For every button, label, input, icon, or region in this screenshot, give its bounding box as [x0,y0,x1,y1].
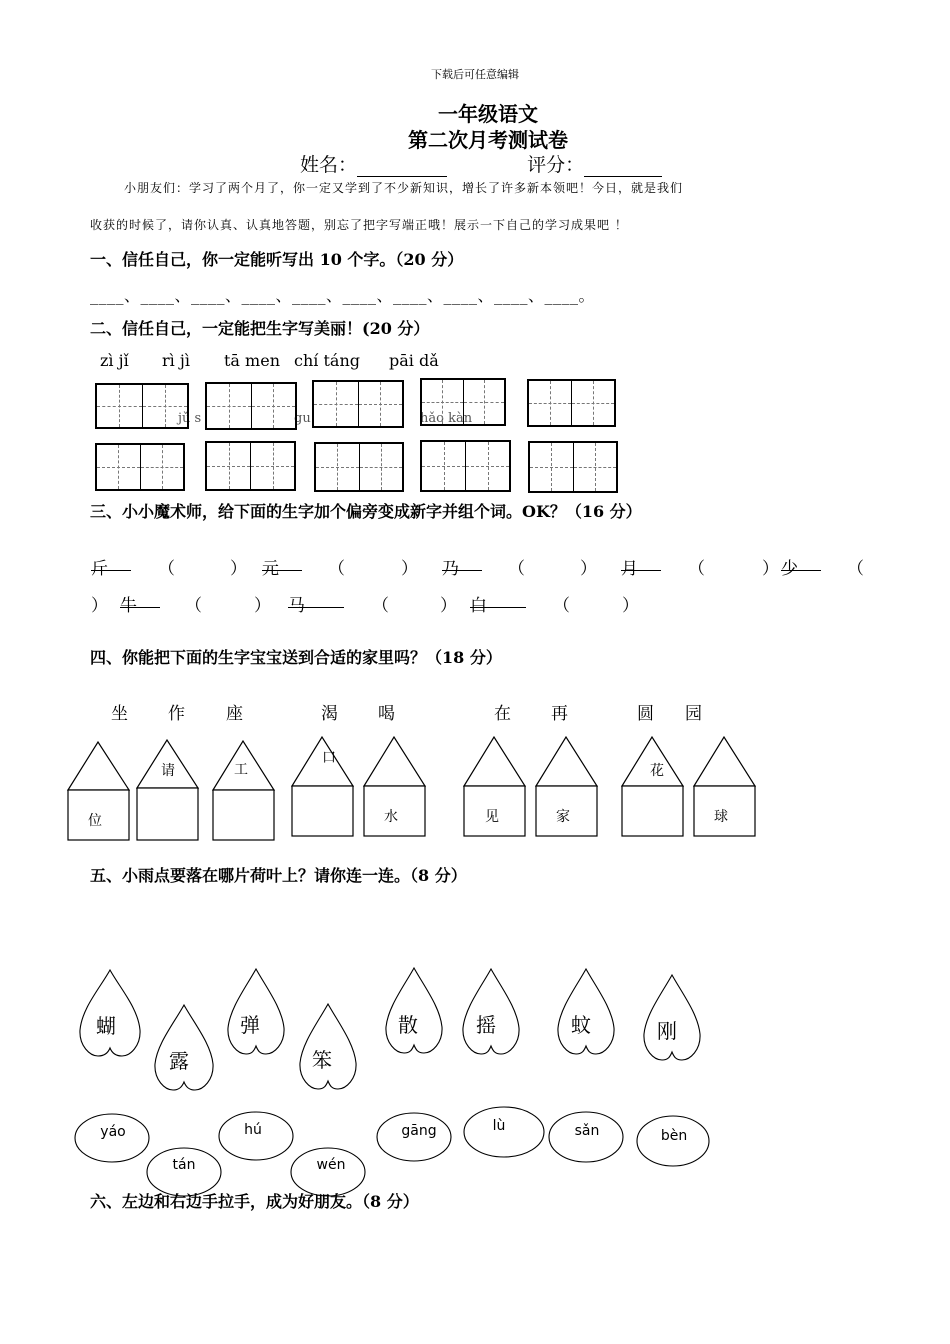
room-label: 球 [714,809,728,825]
answer-blank[interactable] [288,591,344,608]
room-label: 家 [556,809,570,825]
writing-grid[interactable] [205,441,296,491]
base-char: 元 [262,559,279,579]
raindrop-char: 刚 [657,1019,677,1043]
base-char: 乃 [442,559,459,579]
pinyin-1: zì jǐ [100,351,129,370]
writing-grid[interactable] [95,443,185,491]
section2-title: 二、信任自己，一定能把生字写美丽！(20 分） [90,319,430,338]
hidden-pinyin-fragment: jǔ s [178,411,202,426]
paren-close: ） [91,596,108,616]
section4-title: 四、你能把下面的生字宝宝送到合适的家里吗？（18 分） [90,648,502,667]
section3-title: 三、小小魔术师，给下面的生字加个偏旁变成新字并组个词。OK？（16 分） [90,502,642,521]
answer-blank[interactable] [781,554,821,571]
leaf-pinyin: sǎn [574,1123,600,1139]
intro-line2: 收获的时候了，请你认真、认真地答题，别忘了把字写端正哦！展示一下自己的学习成果吧 ！ [90,218,628,232]
leaf-pinyin: lù [492,1118,506,1134]
intro-line1: 小朋友们：学习了两个月了，你一定又学到了不少新知识，增长了许多新本领吧！今日，就是我们 [124,181,684,195]
base-char: 少 [781,559,798,579]
paren-close: ） [580,559,597,579]
roof-label: 花 [650,763,664,779]
writing-grid[interactable] [527,379,616,427]
leaf-pinyin: hú [244,1122,262,1138]
raindrop[interactable] [463,969,519,1054]
paren-close: ） [254,596,271,616]
char-baby[interactable]: 座 [226,704,243,724]
roof-label: 工 [234,762,248,778]
paren-close: ） [230,559,247,579]
exam-title-line2: 第二次月考测试卷 [408,128,568,152]
houses-diagram [60,730,780,850]
paren-close: ） [401,559,418,579]
name-label: 姓名： [300,154,358,176]
section1-title: 一、信任自己，你一定能听写出 10 个字。（20 分） [90,250,464,269]
raindrop-char: 蝴 [96,1014,116,1038]
raindrop[interactable] [386,968,442,1053]
paren-open: （ [328,559,345,579]
pinyin-4: chí táng [294,351,360,370]
writing-grid[interactable] [420,440,511,492]
char-baby[interactable]: 圆 [637,704,654,724]
room-label: 水 [384,809,398,825]
paren-open: （ [158,559,175,579]
dictation-blanks[interactable]: ____、____、____、____、____、____、____、____、____、____。 [90,286,596,305]
answer-blank[interactable] [120,591,160,608]
hidden-pinyin-fragment: hǎo kàn [420,411,473,426]
writing-grid[interactable] [312,380,404,428]
char-baby[interactable]: 在 [494,704,511,724]
raindrop[interactable] [644,975,700,1060]
raindrop[interactable] [300,1004,356,1089]
char-baby[interactable]: 作 [168,704,185,724]
exam-title-line1: 一年级语文 [438,102,538,126]
leaf-pinyin: bèn [660,1128,688,1144]
writing-grid[interactable] [205,382,297,430]
char-baby[interactable]: 喝 [378,704,395,724]
pinyin-2: rì jì [162,351,190,370]
writing-grid[interactable] [95,383,189,429]
raindrops [60,960,760,1110]
pinyin-3: tā men [224,351,280,370]
paren-open: （ [185,596,202,616]
paren-close: ） [622,596,639,616]
room-label: 位 [88,813,102,829]
char-baby[interactable]: 再 [551,704,568,724]
leaf-pinyin: gāng [401,1123,437,1139]
score-blank[interactable] [584,158,662,177]
paren-close: ） [440,596,457,616]
student-info-line [300,150,662,177]
paren-open: （ [553,596,570,616]
section6-title: 六、左边和右边手拉手，成为好朋友。（8 分） [90,1192,419,1211]
roof-label: 请 [161,763,175,779]
house[interactable] [622,737,683,836]
raindrop-char: 蚊 [571,1013,591,1037]
answer-blank[interactable] [470,591,526,608]
answer-blank[interactable] [621,554,661,571]
base-char: 白 [470,596,487,616]
writing-grid[interactable] [420,378,506,426]
raindrop[interactable] [558,969,614,1054]
base-char: 斤 [91,559,108,579]
writing-grid[interactable] [314,442,404,492]
paren-open: （ [847,559,864,579]
paren-close: ） [762,559,779,579]
score-label: 评分： [527,154,585,176]
paren-open: （ [508,559,525,579]
raindrop-char: 摇 [476,1013,496,1037]
writing-grid[interactable] [528,441,618,493]
answer-blank[interactable] [262,554,302,571]
raindrop-char: 笨 [312,1048,332,1072]
answer-blank[interactable] [442,554,482,571]
leaf-pinyin: tán [172,1157,196,1173]
raindrop[interactable] [228,969,284,1054]
raindrop-char: 弹 [240,1013,260,1037]
paren-open: （ [688,559,705,579]
raindrop[interactable] [80,970,140,1056]
pinyin-5: pāi dǎ [389,351,439,370]
roof-label: 口 [322,750,336,766]
char-baby[interactable]: 渴 [321,704,338,724]
char-baby[interactable]: 园 [685,704,702,724]
name-blank[interactable] [357,158,447,177]
leaf-pinyin: wén [316,1157,346,1173]
base-char: 月 [621,559,638,579]
base-char: 马 [288,596,305,616]
hidden-pinyin-fragment: gu [294,411,311,426]
char-baby[interactable]: 坐 [111,704,128,724]
base-char: 牛 [120,596,137,616]
header-note: 下载后可任意编辑 [431,68,519,81]
room-label: 见 [485,809,499,825]
raindrop[interactable] [155,1005,213,1090]
answer-blank[interactable] [91,554,131,571]
raindrop-char: 露 [169,1049,189,1073]
raindrop-char: 散 [398,1013,418,1037]
leaf-pinyin: yáo [100,1124,126,1140]
section5-title: 五、小雨点要落在哪片荷叶上？请你连一连。（8 分） [90,866,467,885]
house[interactable] [213,741,274,840]
paren-open: （ [372,596,389,616]
house[interactable] [137,740,198,840]
